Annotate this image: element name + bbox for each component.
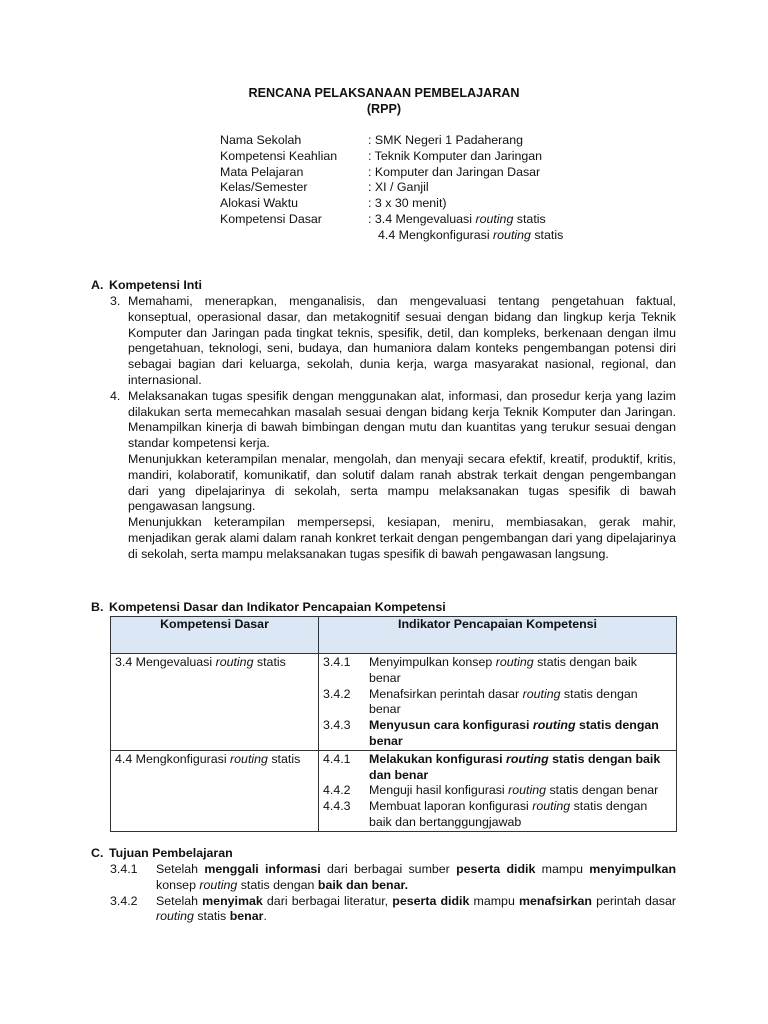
routing-term: routing	[522, 686, 561, 701]
indicator-text	[369, 718, 672, 750]
indicator-item	[323, 799, 672, 831]
indicator-text-part: Membuat laporan konfigurasi	[369, 799, 533, 814]
text-part: mampu	[469, 893, 519, 908]
text-part-bold: peserta didik	[456, 862, 536, 876]
text-part-bold: menafsirkan	[518, 893, 592, 908]
column-header-kd: Kompetensi Dasar	[111, 617, 319, 654]
indicator-cell	[319, 654, 677, 751]
identity-row	[220, 165, 563, 181]
indicator-number: 3.4.1	[323, 655, 351, 669]
ki-number: 3.	[110, 294, 121, 308]
text-part-bold: menyimpulkan	[589, 862, 677, 876]
routing-term: routing	[475, 211, 514, 226]
section-letter: C.	[91, 846, 104, 860]
column-header-indicator: Indikator Pencapaian Kompetensi	[319, 617, 677, 654]
ki-item-4	[110, 389, 676, 452]
tujuan-item	[110, 894, 676, 926]
text-part: mampu	[535, 862, 590, 876]
indicator-text-part: Menyimpulkan konsep	[369, 655, 496, 669]
tujuan-text	[156, 894, 676, 926]
routing-term: routing	[493, 227, 531, 242]
statis-term: statis	[253, 655, 286, 669]
statis-term: statis	[530, 227, 564, 242]
document-subtitle: (RPP)	[366, 102, 402, 116]
routing-term: routing	[508, 783, 547, 798]
kd-2-text: 4.4 Mengkonfigurasi	[378, 227, 494, 242]
text-part-bold: menyimak	[202, 893, 263, 908]
identity-row	[220, 196, 563, 212]
indicator-text-part: statis dengan baik dan bertanggungjawab	[369, 799, 648, 829]
identity-value: : 3 x 30 menit)	[368, 196, 447, 211]
routing-term: routing	[532, 718, 576, 733]
identity-row	[220, 180, 563, 196]
routing-term: routing	[506, 751, 549, 766]
ki-text: Melaksanakan tugas spesifik dengan menggunakan alat, informasi, dan prosedur kerja yang lazim dilakukan serta memecahkan masalah sesuai dengan bidang kerja Teknik Komputer dan Jaringan. Menampilkan kinerja di bawah bimbingan dengan mutu dan kuantitas yang terukur sesuai dengan standar kompetensi kerja.	[128, 388, 676, 451]
ki-number: 4.	[110, 388, 121, 403]
indicator-text	[369, 687, 672, 719]
routing-term: routing	[156, 909, 194, 924]
section-c-heading	[91, 846, 233, 862]
indicator-text	[369, 783, 672, 799]
indicator-text-part: statis dengan baik dan benar	[369, 751, 661, 782]
identity-row	[220, 149, 563, 165]
identity-label: Kompetensi Keahlian	[220, 148, 338, 163]
kd-indicator-table	[110, 616, 677, 832]
routing-term: routing	[495, 655, 534, 669]
text-part: statis dengan	[237, 877, 318, 892]
indicator-item	[323, 687, 672, 719]
table-row	[111, 750, 677, 831]
indicator-number: 4.4.2	[323, 783, 351, 798]
indicator-number: 3.4.2	[323, 686, 351, 701]
identity-value: : SMK Negeri 1 Padaherang	[368, 133, 523, 147]
statis-term: statis	[267, 751, 301, 766]
identity-label: Mata Pelajaran	[220, 164, 304, 179]
ki-paragraph: Menunjukkan keterampilan mempersepsi, kesiapan, meniru, membiasakan, gerak mahir, menjadikan gerak alami dalam ranah konkret terkait dengan pengembangan dari yang dipelajarinya di sekolah, serta mampu melaksanakan tugas spesifik di bawah pengawasan langsung.	[128, 515, 676, 561]
section-b-heading	[91, 600, 446, 616]
text-part-bold: benar	[229, 909, 264, 924]
identity-label: Alokasi Waktu	[220, 196, 299, 211]
indicator-text-part: statis dengan benar	[369, 686, 638, 717]
text-part: dari berbagai sumber	[320, 862, 457, 876]
indicator-text-part: Menyusun cara konfigurasi	[369, 718, 533, 733]
indicator-item	[323, 718, 672, 750]
identity-block	[220, 133, 563, 244]
text-part-bold: baik dan benar.	[317, 877, 409, 892]
kompetensi-inti-list	[110, 294, 676, 563]
indicator-item	[323, 783, 672, 799]
indicator-number: 4.4.1	[323, 751, 351, 766]
identity-label: Nama Sekolah	[220, 133, 302, 147]
table-row	[111, 654, 677, 751]
tujuan-number: 3.4.2	[110, 893, 138, 908]
indicator-text-part: statis dengan baik benar	[369, 655, 637, 685]
identity-row-kd	[220, 212, 563, 228]
routing-term: routing	[230, 751, 268, 766]
indicator-item	[323, 655, 672, 687]
indicator-text	[369, 799, 672, 831]
text-part: .	[263, 909, 267, 924]
section-letter: B.	[91, 600, 104, 614]
kd-cell	[111, 654, 319, 751]
kd-cell	[111, 750, 319, 831]
text-part: statis	[193, 909, 230, 924]
indicator-text-part: Menguji hasil konfigurasi	[369, 783, 509, 798]
section-title: Kompetensi Inti	[109, 278, 202, 292]
routing-term: routing	[215, 655, 254, 669]
routing-term: routing	[199, 877, 238, 892]
routing-term: routing	[532, 799, 571, 814]
text-part-bold: peserta didik	[392, 893, 470, 908]
identity-row	[220, 133, 563, 149]
tujuan-list	[110, 862, 676, 925]
text-part: Setelah	[156, 862, 205, 876]
text-part: dari berbagai literatur,	[262, 893, 393, 908]
tujuan-number: 3.4.1	[110, 862, 138, 876]
indicator-text	[369, 655, 672, 687]
text-part: Setelah	[156, 893, 203, 908]
indicator-text-part: statis dengan benar	[369, 718, 659, 748]
kd-text: 3.4 Mengevaluasi	[115, 655, 216, 669]
table-header-row	[111, 617, 677, 654]
section-title: Kompetensi Dasar dan Indikator Pencapaian Kompetensi	[109, 600, 446, 614]
indicator-text	[369, 752, 672, 784]
identity-value: : Komputer dan Jaringan Dasar	[368, 164, 541, 179]
kd-text: 4.4 Mengkonfigurasi	[115, 751, 231, 766]
identity-value-kd-2	[220, 228, 563, 244]
indicator-number: 4.4.3	[323, 799, 351, 814]
indicator-text-part: Menafsirkan perintah dasar	[369, 686, 523, 701]
tujuan-item	[110, 862, 676, 894]
text-part: konsep	[156, 877, 200, 892]
indicator-text-part: Melakukan konfigurasi	[369, 751, 507, 766]
indicator-text-part: statis dengan benar	[546, 783, 659, 798]
text-part: perintah dasar	[591, 893, 677, 908]
section-letter: A.	[91, 278, 104, 292]
identity-value-kd-1	[368, 212, 546, 228]
identity-label: Kelas/Semester	[220, 180, 308, 195]
section-title: Tujuan Pembelajaran	[109, 846, 233, 860]
identity-value: : Teknik Komputer dan Jaringan	[368, 148, 543, 163]
ki-text: Memahami, menerapkan, menganalisis, dan mengevaluasi tentang pengetahuan faktual, konseptual, operasional dasar, dan metakognitif sesuai dengan bidang dan lingkup kerja Teknik Komputer dan Jaringan pada tingkat teknis, spesifik, detil, dan kompleks, berkenaan dengan ilmu pengetahuan, teknologi, seni, budaya, dan humaniora dalam konteks pengembangan potensi diri sebagai bagian dari keluarga, sekolah, dunia kerja, warga masyarakat nasional, regional, dan internasional.	[128, 294, 676, 387]
indicator-cell	[319, 750, 677, 831]
identity-label: Kompetensi Dasar	[220, 211, 322, 226]
ki-item-3	[110, 294, 676, 389]
identity-value: : XI / Ganjil	[368, 180, 429, 195]
document-title: RENCANA PELAKSANAAN PEMBELAJARAN	[248, 86, 520, 100]
statis-term: statis	[513, 211, 546, 226]
ki-paragraph: Menunjukkan keterampilan menalar, mengolah, dan menyaji secara efektif, kreatif, produktif, kritis, mandiri, kolaboratif, komunikatif, dan solutif dalam ranah abstrak terkait dengan pengembangan dari yang dipelajarinya di sekolah, serta mampu melaksanakan tugas spesifik di bawah pengawasan langsung.	[128, 451, 676, 514]
indicator-number: 3.4.3	[323, 718, 351, 733]
kd-1-text: : 3.4 Mengevaluasi	[368, 211, 476, 226]
tujuan-text	[156, 862, 676, 894]
text-part-bold: menggali informasi	[204, 862, 321, 876]
indicator-item	[323, 752, 672, 784]
section-a-heading	[91, 278, 202, 294]
